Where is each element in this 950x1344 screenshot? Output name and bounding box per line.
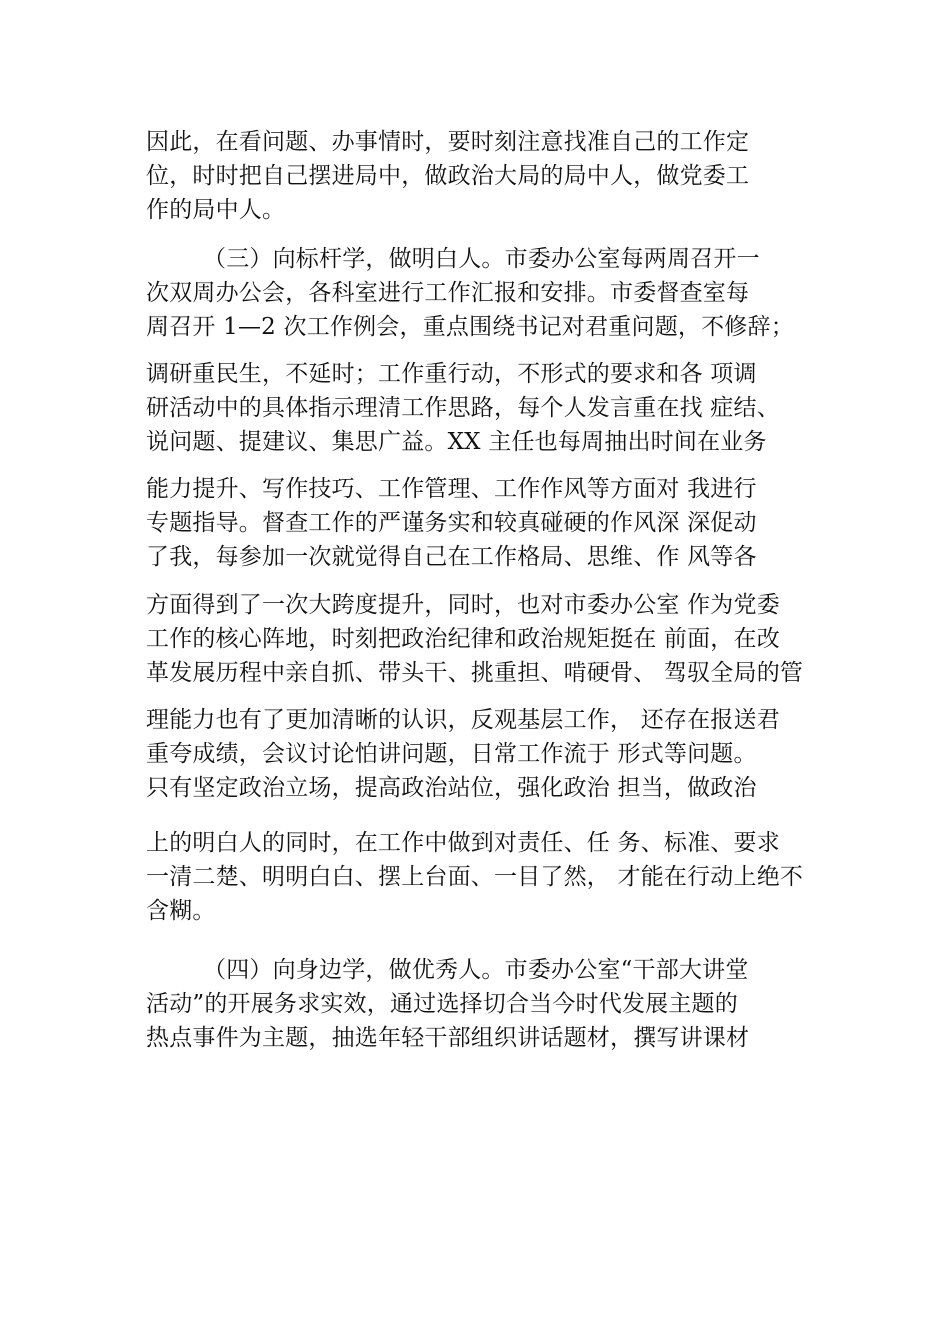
text-line-5: 次双周办公会，各科室进行工作汇报和安排。市委督查室每 xyxy=(146,280,750,306)
text-line-15: 革发展历程中亲自抓、带头干、挑重担、啃硬骨、 驾驭全局的管 xyxy=(146,660,804,686)
text-line-6: 周召开 1—2 次工作例会，重点围绕书记对君重问题，不修辞； xyxy=(146,314,794,340)
text-line-9: 说问题、提建议、集思广益。XX 主任也每周抽出时间在业务 xyxy=(146,429,767,455)
text-line-20: 一清二楚、明明白白、摆上台面、一目了然， 才能在行动上绝不 xyxy=(146,864,804,890)
text-line-13: 方面得到了一次大跨度提升，同时，也对市委办公室 作为党委 xyxy=(146,592,780,618)
text-line-8: 研活动中的具体指示理清工作思路，每个人发言重在找 症结、 xyxy=(146,395,780,421)
text-line-24: 热点事件为主题，抽选年轻干部组织讲话题材，撰写讲课材 xyxy=(146,1025,750,1051)
text-line-10: 能力提升、写作技巧、工作管理、工作作风等方面对 我进行 xyxy=(146,476,757,502)
section-heading-4: （四）向身边学，做优秀人。市委办公室“干部大讲堂 xyxy=(203,957,749,983)
text-line-12: 了我，每参加一次就觉得自己在工作格局、思维、作 风等各 xyxy=(146,544,757,570)
text-line-3: 作的局中人。 xyxy=(146,197,286,223)
text-line-21: 含糊。 xyxy=(146,898,216,924)
text-line-16: 理能力也有了更加清晰的认识，反观基层工作， 还存在报送君 xyxy=(146,707,780,733)
text-line-11: 专题指导。督查工作的严谨务实和较真碰硬的作风深 深促动 xyxy=(146,510,757,536)
text-line-1: 因此，在看问题、办事情时，要时刻注意找准自己的工作定 xyxy=(146,129,750,155)
text-line-19: 上的明白人的同时，在工作中做到对责任、任 务、标准、要求 xyxy=(146,830,780,856)
section-heading-3: （三）向标杆学，做明白人。市委办公室每两周召开一 xyxy=(203,246,760,272)
text-line-23: 活动”的开展务求实效，通过选择切合当今时代发展主题的 xyxy=(146,991,738,1017)
text-line-17: 重夸成绩，会议讨论怕讲问题，日常工作流于 形式等问题。 xyxy=(146,741,757,767)
text-line-7: 调研重民生，不延时；工作重行动，不形式的要求和各 项调 xyxy=(146,361,757,387)
text-line-14: 工作的核心阵地，时刻把政治纪律和政治规矩挺在 前面，在改 xyxy=(146,626,780,652)
text-line-18: 只有坚定政治立场，提高政治站位，强化政治 担当，做政治 xyxy=(146,775,757,801)
text-line-2: 位，时时把自己摆进局中，做政治大局的局中人，做党委工 xyxy=(146,163,750,189)
